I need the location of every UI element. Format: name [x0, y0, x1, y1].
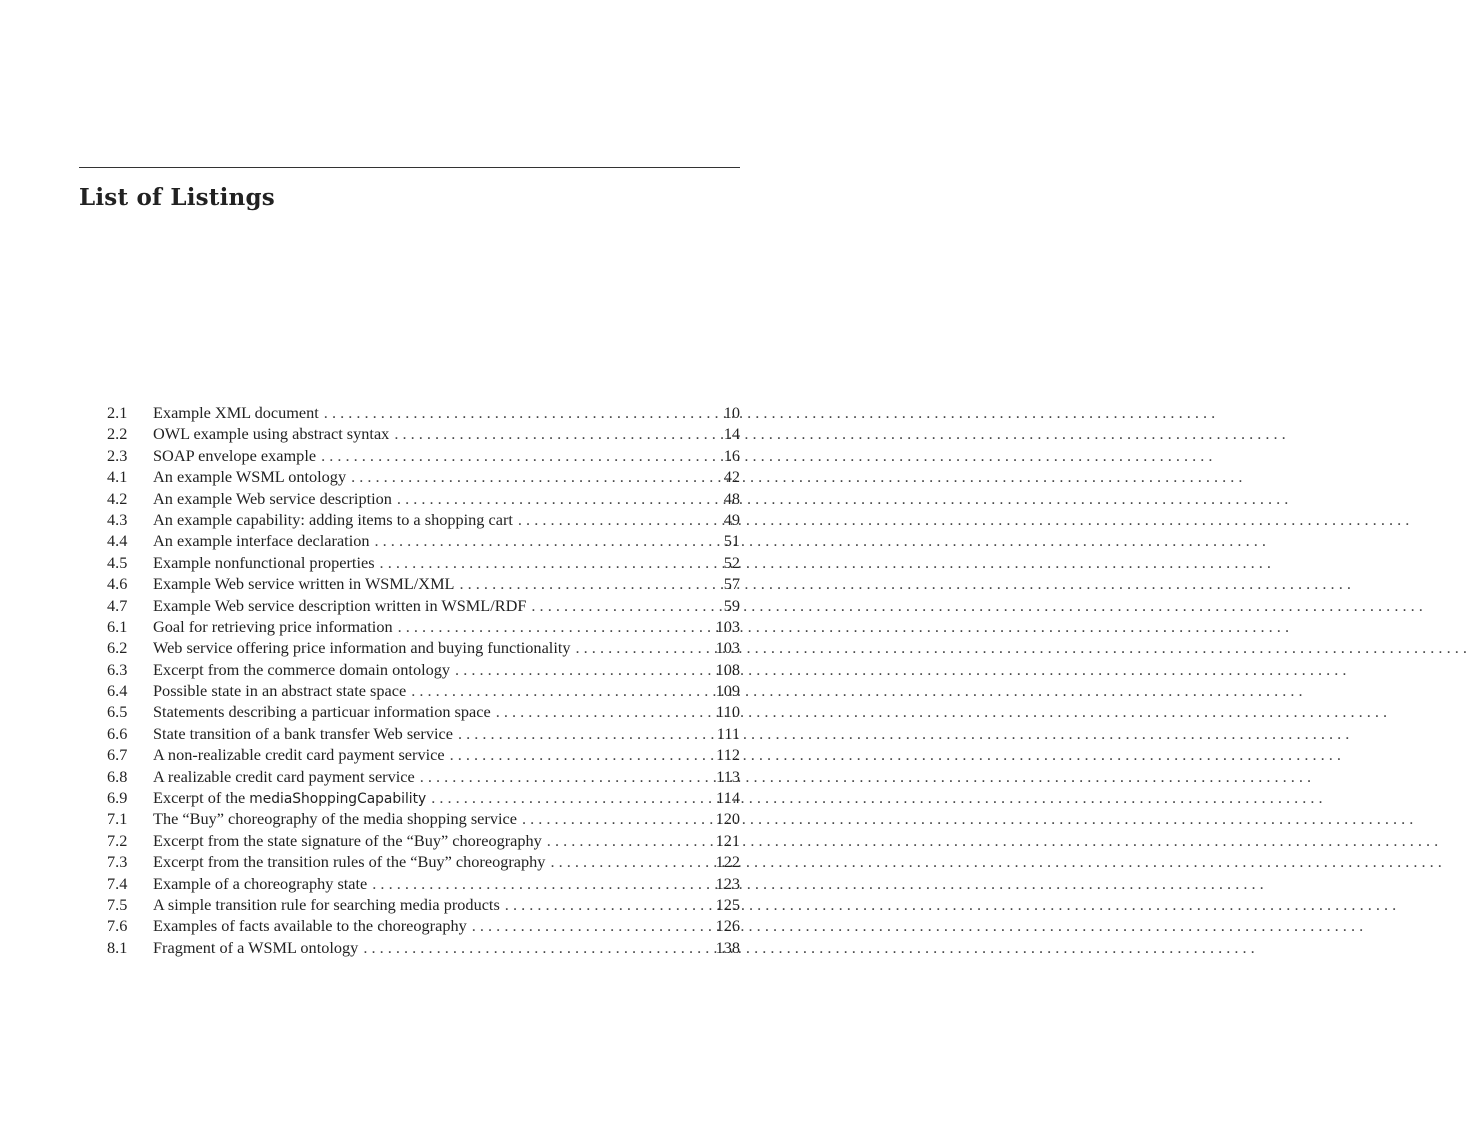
listing-title: OWL example using abstract syntax [153, 424, 390, 444]
listing-entry[interactable] [107, 573, 740, 594]
listing-number: 4.4 [107, 531, 128, 551]
listing-title: Example Web service written in WSML/XML [153, 574, 455, 594]
dot-leader [363, 937, 711, 958]
listing-entry[interactable] [107, 787, 740, 808]
listing-title: A realizable credit card payment service [153, 766, 415, 786]
listing-entry[interactable] [107, 509, 740, 530]
listing-entry[interactable] [107, 423, 740, 444]
listing-page-number: 49 [723, 509, 740, 529]
listing-number: 7.4 [107, 873, 128, 893]
dot-leader [394, 423, 711, 444]
listing-number: 6.2 [107, 638, 128, 658]
listing-page-number: 111 [716, 723, 740, 743]
listing-number: 2.2 [107, 424, 128, 444]
listing-page-number: 126 [715, 916, 740, 936]
dot-leader [518, 509, 711, 530]
listing-number: 7.3 [107, 852, 128, 872]
dot-leader [351, 466, 711, 487]
listing-entry[interactable] [107, 595, 740, 616]
listing-page-number: 16 [723, 445, 740, 465]
listing-entry[interactable] [107, 873, 740, 894]
listing-title: Goal for retrieving price information [153, 616, 393, 636]
listing-page-number: 125 [715, 894, 740, 914]
listing-number: 6.9 [107, 788, 128, 808]
listing-page-number: 109 [715, 681, 740, 701]
listing-page-number: 113 [716, 766, 740, 786]
listing-number: 6.3 [107, 659, 128, 679]
listing-title: Web service offering price information and buying functionality [153, 638, 571, 658]
dot-leader [420, 766, 711, 787]
listing-entry[interactable] [107, 723, 740, 744]
dot-leader [321, 445, 711, 466]
listing-page-number: 48 [723, 488, 740, 508]
listing-page-number: 14 [723, 424, 740, 444]
listing-number: 7.5 [107, 894, 128, 914]
dot-leader [547, 830, 711, 851]
listing-page-number: 103 [715, 616, 740, 636]
dot-leader [522, 808, 711, 829]
listing-page-number: 52 [723, 552, 740, 572]
listing-entry[interactable] [107, 402, 740, 423]
dot-leader [460, 573, 712, 594]
listing-title: State transition of a bank transfer Web service [153, 723, 453, 743]
dot-leader [496, 701, 711, 722]
listing-title: Possible state in an abstract state space [153, 681, 407, 701]
listing-page-number: 122 [715, 852, 740, 872]
listing-number: 6.1 [107, 616, 128, 636]
listing-title: Example XML document [153, 403, 319, 422]
dot-leader [372, 873, 711, 894]
listings-list [107, 402, 740, 958]
listing-entry[interactable] [107, 915, 740, 936]
top-rule [79, 167, 740, 168]
listing-page-number: 121 [715, 830, 740, 850]
listing-number: 7.6 [107, 916, 128, 936]
listing-page-number: 120 [715, 809, 740, 829]
listing-number: 6.5 [107, 702, 128, 722]
listing-entry[interactable] [107, 808, 740, 829]
dot-leader [411, 680, 711, 701]
dot-leader [531, 595, 711, 616]
listing-entry[interactable] [107, 766, 740, 787]
listing-title: Excerpt from the commerce domain ontology [153, 659, 451, 679]
listing-number: 2.3 [107, 445, 128, 465]
listing-page-number: 10 [723, 403, 740, 422]
dot-leader [450, 744, 711, 765]
listing-title: The “Buy” choreography of the media shopping service [153, 809, 517, 829]
listing-title: Example Web service description written in WSML/RDF [153, 595, 527, 615]
listing-entry[interactable] [107, 552, 740, 573]
listing-page-number: 114 [716, 788, 740, 808]
listing-page-number: 112 [716, 745, 740, 765]
listing-title: Statements describing a particuar information space [153, 702, 491, 722]
listing-entry[interactable] [107, 445, 740, 466]
dot-leader [458, 723, 711, 744]
listing-number: 8.1 [107, 937, 128, 957]
listing-page-number: 138 [715, 937, 740, 957]
dot-leader [324, 402, 711, 423]
listing-entry[interactable] [107, 488, 740, 509]
listing-page-number: 110 [716, 702, 740, 722]
listing-title: SOAP envelope example [153, 445, 317, 465]
dot-leader [380, 552, 711, 573]
listing-entry[interactable] [107, 466, 740, 487]
listing-title: An example Web service description [153, 488, 392, 508]
listing-number: 4.6 [107, 574, 128, 594]
listing-title: Excerpt from the transition rules of the “Buy” choreography [153, 852, 546, 872]
listing-page-number: 123 [715, 873, 740, 893]
dot-leader [576, 637, 711, 658]
dot-leader [431, 787, 711, 808]
listing-title: Examples of facts available to the choreography [153, 916, 467, 936]
page-title: List of Listings [79, 184, 275, 211]
listing-number: 6.7 [107, 745, 128, 765]
listing-entry[interactable] [107, 851, 740, 872]
listing-code-term: mediaShoppingCapability [249, 791, 427, 808]
listing-entry[interactable] [107, 616, 740, 637]
listing-page-number: 57 [723, 574, 740, 594]
listing-entry[interactable] [107, 744, 740, 765]
listing-number: 4.3 [107, 509, 128, 529]
listing-page-number: 51 [723, 531, 740, 551]
listing-title: An example WSML ontology [153, 467, 347, 487]
listing-page-number: 59 [723, 595, 740, 615]
listing-entry[interactable] [107, 659, 740, 680]
listing-number: 2.1 [107, 403, 128, 422]
dot-leader [505, 894, 711, 915]
listing-title: A non-realizable credit card payment service [153, 745, 445, 765]
dot-leader [550, 851, 711, 872]
listing-entry[interactable] [107, 701, 740, 722]
listing-page-number: 108 [715, 659, 740, 679]
listing-entry[interactable] [107, 637, 740, 658]
dot-leader [455, 659, 711, 680]
listing-number: 4.1 [107, 467, 128, 487]
listing-title: Example nonfunctional properties [153, 552, 375, 572]
listing-title: Excerpt of the mediaShoppingCapability [153, 788, 427, 808]
listing-number: 6.4 [107, 681, 128, 701]
dot-leader [398, 616, 711, 637]
listing-page-number: 103 [715, 638, 740, 658]
dot-leader [375, 530, 711, 551]
listing-number: 4.7 [107, 595, 128, 615]
listing-entry[interactable] [107, 894, 740, 915]
listing-number: 4.2 [107, 488, 128, 508]
listing-title: Fragment of a WSML ontology [153, 937, 359, 957]
listing-entry[interactable] [107, 530, 740, 551]
listing-entry[interactable] [107, 680, 740, 701]
listing-title: An example interface declaration [153, 531, 370, 551]
dot-leader [472, 915, 711, 936]
dot-leader [397, 488, 711, 509]
listing-entry[interactable] [107, 937, 740, 958]
listing-page-number: 42 [723, 467, 740, 487]
listing-title: An example capability: adding items to a shopping cart [153, 509, 513, 529]
listing-number: 6.8 [107, 766, 128, 786]
listing-number: 7.2 [107, 830, 128, 850]
listing-title: A simple transition rule for searching media products [153, 894, 500, 914]
listing-number: 6.6 [107, 723, 128, 743]
listing-number: 7.1 [107, 809, 128, 829]
listing-title: Excerpt from the state signature of the “Buy” choreography [153, 830, 542, 850]
listing-title: Example of a choreography state [153, 873, 368, 893]
listing-number: 4.5 [107, 552, 128, 572]
listing-entry[interactable] [107, 830, 740, 851]
